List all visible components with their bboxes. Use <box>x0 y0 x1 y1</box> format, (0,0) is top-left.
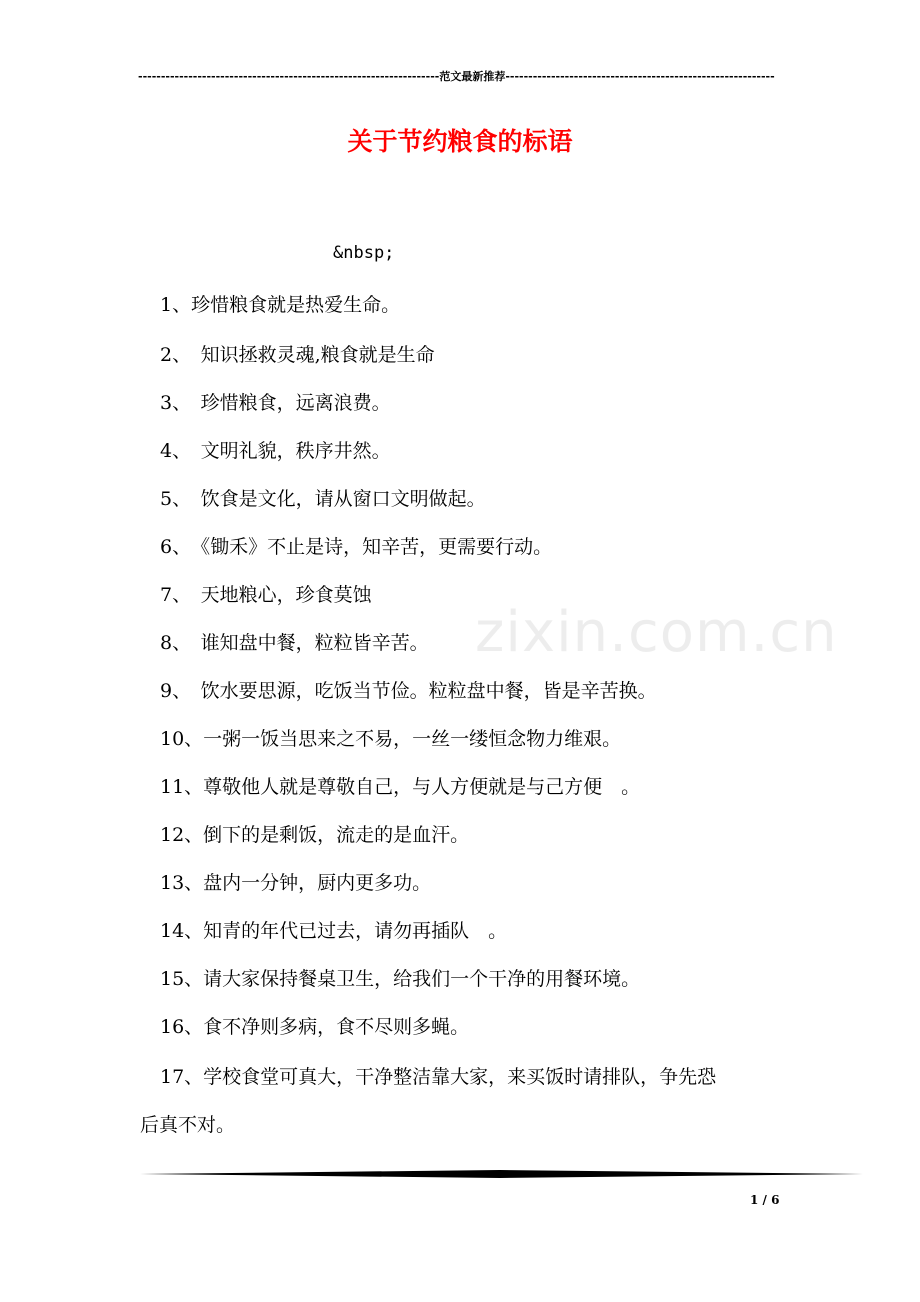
slogan-item: 4、 文明礼貌，秩序井然。 <box>160 440 391 462</box>
slogan-item: 1、珍惜粮食就是热爱生命。 <box>160 294 401 316</box>
slogan-item: 16、食不净则多病，食不尽则多蝇。 <box>160 1016 470 1038</box>
page-header <box>138 68 778 84</box>
slogan-item: 8、 谁知盘中餐，粒粒皆辛苦。 <box>160 632 429 654</box>
slogan-item: 17、学校食堂可真大，干净整洁靠大家，来买饭时请排队，争先恐 <box>160 1066 717 1088</box>
slogan-item: 7、 天地粮心，珍食莫蚀 <box>160 584 372 606</box>
slogan-item: 12、倒下的是剩饭，流走的是血汗。 <box>160 824 470 846</box>
page-number: 1 / 6 <box>750 1193 780 1207</box>
header-label: 范文最新推荐 <box>439 70 506 83</box>
slogan-item-continuation: 后真不对。 <box>140 1114 236 1136</box>
header-dashes-left: ------------------------------------------------------------------ <box>138 70 440 83</box>
slogan-item: 5、 饮食是文化，请从窗口文明做起。 <box>160 488 486 510</box>
document-title: 关于节约粮食的标语 <box>347 127 573 156</box>
slogan-item: 9、 饮水要思源，吃饭当节俭。粒粒盘中餐，皆是辛苦换。 <box>160 680 657 702</box>
slogan-item: 3、 珍惜粮食，远离浪费。 <box>160 392 391 414</box>
slogan-item: 13、盘内一分钟，厨内更多功。 <box>160 872 432 894</box>
slogan-item: 10、一粥一饭当思来之不易，一丝一缕恒念物力维艰。 <box>160 728 622 750</box>
nbsp-placeholder: &nbsp; <box>333 243 395 263</box>
header-dashes-right: ----------------------------------------------------------- <box>505 70 775 83</box>
slogan-item: 6、 《锄禾》不止是诗，知辛苦，更需要行动。 <box>160 536 553 558</box>
slogan-item: 2、 知识拯救灵魂,粮食就是生命 <box>160 344 435 366</box>
footer-divider <box>140 1170 863 1178</box>
slogan-item: 11、尊敬他人就是尊敬自己，与人方便就是与己方便 。 <box>160 776 641 798</box>
slogan-item: 14、知青的年代已过去，请勿再插队 。 <box>160 920 508 942</box>
slogan-item: 15、请大家保持餐桌卫生，给我们一个干净的用餐环境。 <box>160 968 641 990</box>
watermark: zixin.com.cn <box>475 600 838 665</box>
